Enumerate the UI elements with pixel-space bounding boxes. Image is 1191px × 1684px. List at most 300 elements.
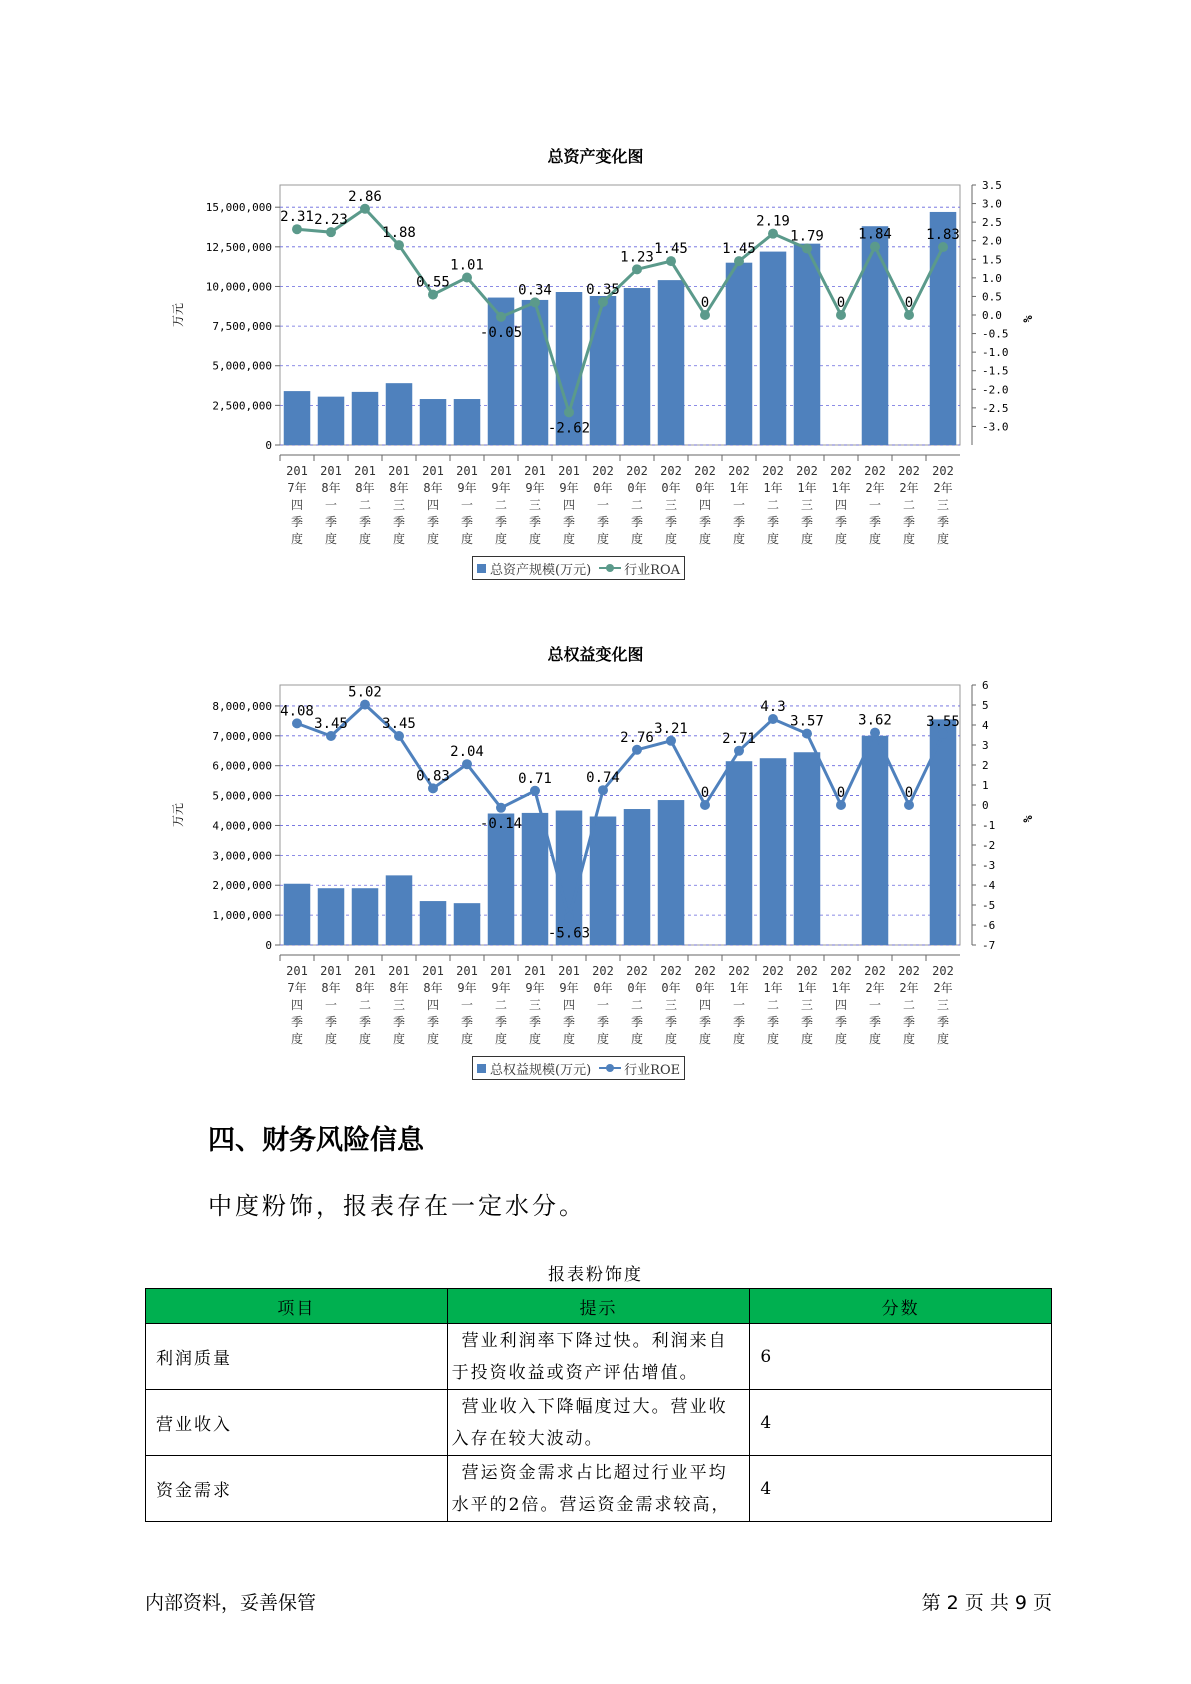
series-point — [564, 913, 574, 923]
chart-title-total-equity: 总权益变化图 — [547, 645, 644, 664]
category-label: 2年 — [865, 481, 885, 495]
data-label: 0.83 — [416, 768, 450, 785]
category-label: 度 — [902, 1032, 916, 1046]
category-label: 201 — [388, 964, 410, 978]
category-label: 度 — [426, 532, 440, 546]
data-label: 1.45 — [654, 241, 688, 258]
category-label: 9年 — [457, 481, 477, 495]
category-label: 2年 — [933, 981, 953, 995]
row-hint — [447, 1324, 750, 1390]
category-label: 度 — [324, 1032, 338, 1046]
category-label: 9年 — [525, 481, 545, 495]
category-label: 201 — [354, 964, 376, 978]
category-label: 202 — [626, 964, 648, 978]
category-label: 202 — [592, 464, 614, 478]
category-label: 季 — [936, 1015, 950, 1029]
category-label: 四 — [290, 498, 304, 512]
category-label: 202 — [796, 464, 818, 478]
series-point — [496, 312, 506, 322]
right-tick-label: 2 — [982, 759, 989, 772]
category-label: 季 — [698, 515, 712, 529]
right-tick-label: 0.0 — [982, 309, 1002, 322]
series-point — [564, 407, 574, 417]
series-point — [666, 256, 676, 266]
category-label: 201 — [524, 464, 546, 478]
data-label: -0.14 — [479, 815, 523, 832]
category-label: 2年 — [865, 981, 885, 995]
category-label: 度 — [358, 1032, 372, 1046]
data-label: 1.84 — [858, 226, 892, 243]
row-score: 4 — [750, 1456, 1052, 1522]
category-label: 四 — [698, 498, 712, 512]
data-label: 1.01 — [450, 257, 484, 274]
row-hint-line2: 水平的2倍。营运资金需求较高， — [451, 1494, 731, 1515]
category-label: 201 — [388, 464, 410, 478]
category-label: 三 — [936, 998, 950, 1012]
category-label: 度 — [460, 1032, 474, 1046]
right-tick-label: 2.5 — [982, 216, 1002, 230]
category-label: 8年 — [423, 481, 443, 495]
category-label: 8年 — [389, 981, 409, 995]
left-tick-label: 7,000,000 — [212, 729, 272, 743]
series-point — [836, 310, 846, 320]
category-label: 一 — [596, 998, 610, 1012]
category-label: 二 — [494, 498, 508, 512]
legend-total-equity — [472, 1056, 685, 1080]
series-point — [938, 242, 948, 252]
category-label: 202 — [898, 464, 920, 478]
left-tick-label: 4,000,000 — [212, 819, 272, 833]
right-tick-label: -2.0 — [982, 383, 1009, 397]
category-label: 202 — [694, 464, 716, 478]
category-label: 202 — [694, 964, 716, 978]
category-label: 9年 — [559, 481, 579, 495]
right-tick-label: 5 — [982, 699, 989, 712]
data-label: 0.34 — [518, 282, 552, 299]
category-label: 二 — [630, 498, 644, 512]
left-tick-label: 3,000,000 — [212, 849, 272, 863]
legend-bar-swatch — [477, 564, 486, 573]
category-label: 0年 — [695, 981, 715, 995]
series-point — [938, 729, 948, 739]
category-label: 度 — [766, 532, 780, 546]
category-label: 度 — [936, 1032, 950, 1046]
series-point — [632, 745, 642, 755]
category-label: 三 — [392, 498, 406, 512]
row-hint-line2: 入存在较大波动。 — [451, 1428, 604, 1449]
category-label: 7年 — [287, 481, 307, 495]
data-label: 2.71 — [722, 730, 756, 747]
category-label: 度 — [834, 1032, 848, 1046]
category-label: 度 — [664, 532, 678, 546]
right-tick-label: -1 — [982, 819, 996, 832]
category-label: 202 — [898, 964, 920, 978]
left-tick-label: 5,000,000 — [212, 359, 272, 373]
category-label: 季 — [630, 1015, 644, 1029]
category-label: 度 — [358, 532, 372, 546]
bar — [658, 800, 685, 945]
category-label: 202 — [830, 964, 852, 978]
bar — [522, 300, 549, 445]
row-item: 资金需求 — [146, 1456, 448, 1522]
bar — [420, 901, 447, 945]
bar — [760, 758, 787, 945]
category-label: 0年 — [695, 481, 715, 495]
bar — [862, 226, 889, 445]
data-label: 2.76 — [620, 729, 654, 746]
category-label: 度 — [732, 532, 746, 546]
category-label: 0年 — [661, 981, 681, 995]
category-label: 二 — [902, 498, 916, 512]
data-label: 3.21 — [654, 720, 688, 737]
left-tick-label: 12,500,000 — [205, 240, 272, 254]
category-label: 一 — [732, 998, 746, 1012]
category-label: 201 — [558, 464, 580, 478]
risk-summary: 中度粉饰，报表存在一定水分。 — [208, 1192, 586, 1220]
right-tick-label: -5 — [982, 899, 996, 912]
chart-title-total-assets: 总资产变化图 — [547, 147, 644, 166]
category-label: 四 — [426, 998, 440, 1012]
right-tick-label: -4 — [982, 879, 996, 892]
category-label: 201 — [320, 964, 342, 978]
category-label: 201 — [490, 464, 512, 478]
series-point — [768, 714, 778, 724]
bar — [862, 736, 889, 945]
category-label: 季 — [800, 515, 814, 529]
legend-total-assets — [472, 556, 685, 580]
category-label: 8年 — [355, 981, 375, 995]
row-hint-line2: 于投资收益或资产评估增值。 — [451, 1362, 699, 1383]
category-label: 季 — [528, 1015, 542, 1029]
category-label: 202 — [728, 964, 750, 978]
data-label: 0 — [700, 785, 710, 801]
category-label: 四 — [562, 998, 576, 1012]
category-label: 度 — [800, 1032, 814, 1046]
data-label: 0 — [836, 785, 846, 801]
legend-bar-label: 总资产规模(万元) — [490, 562, 592, 578]
series-point — [360, 204, 370, 214]
legend-bar-swatch — [477, 1064, 486, 1073]
right-tick-label: -2 — [982, 839, 996, 852]
category-label: 1年 — [797, 981, 817, 995]
category-label: 三 — [936, 498, 950, 512]
bar — [726, 761, 753, 945]
right-axis-unit: % — [1021, 815, 1035, 823]
bar — [352, 888, 379, 945]
category-label: 7年 — [287, 981, 307, 995]
category-label: 一 — [460, 498, 474, 512]
category-label: 季 — [494, 515, 508, 529]
bar — [284, 391, 311, 445]
footer-page-number: 第 2 页 共 9 页 — [921, 1592, 1052, 1614]
category-label: 四 — [562, 498, 576, 512]
category-label: 202 — [762, 464, 784, 478]
category-label: 度 — [868, 1032, 882, 1046]
bar — [420, 399, 447, 445]
category-label: 201 — [524, 964, 546, 978]
category-label: 季 — [800, 1015, 814, 1029]
bar — [352, 392, 379, 445]
category-label: 度 — [732, 1032, 746, 1046]
bar — [522, 813, 549, 945]
category-label: 8年 — [389, 481, 409, 495]
category-label: 季 — [664, 515, 678, 529]
data-label: 5.02 — [348, 684, 382, 701]
category-label: 度 — [630, 532, 644, 546]
category-label: 度 — [562, 532, 576, 546]
category-label: 季 — [732, 515, 746, 529]
row-item: 利润质量 — [146, 1324, 448, 1390]
series-point — [870, 242, 880, 252]
series-point — [734, 256, 744, 266]
bar — [726, 263, 753, 445]
category-label: 度 — [766, 1032, 780, 1046]
category-label: 度 — [868, 532, 882, 546]
data-label: 0.55 — [416, 274, 450, 291]
data-label: 1.23 — [620, 249, 654, 266]
table-header-row — [146, 1289, 1052, 1324]
category-label: 1年 — [729, 981, 749, 995]
category-label: 季 — [868, 1015, 882, 1029]
data-label: 2.23 — [314, 212, 348, 229]
series-point — [530, 297, 540, 307]
category-label: 度 — [324, 532, 338, 546]
category-label: 四 — [834, 998, 848, 1012]
bar — [284, 884, 311, 945]
series-point — [598, 297, 608, 307]
data-label: 0.35 — [586, 282, 620, 298]
category-label: 度 — [426, 1032, 440, 1046]
category-label: 度 — [630, 1032, 644, 1046]
category-label: 季 — [732, 1015, 746, 1029]
category-label: 一 — [732, 498, 746, 512]
category-label: 季 — [426, 515, 440, 529]
right-tick-label: 6 — [982, 679, 989, 692]
data-label: -2.62 — [547, 420, 591, 437]
category-label: 二 — [358, 998, 372, 1012]
series-point — [394, 731, 404, 741]
series-point — [326, 731, 336, 741]
category-label: 201 — [354, 464, 376, 478]
category-label: 201 — [422, 964, 444, 978]
bar — [794, 244, 821, 445]
category-label: 季 — [358, 1015, 372, 1029]
right-tick-label: 3.5 — [982, 179, 1002, 192]
left-tick-label: 6,000,000 — [212, 759, 272, 773]
series-point — [462, 759, 472, 769]
series-point — [904, 800, 914, 810]
category-label: 度 — [392, 532, 406, 546]
data-label: 2.04 — [450, 744, 484, 761]
left-tick-label: 0 — [265, 939, 272, 952]
series-point — [394, 240, 404, 250]
legend-line-swatch — [599, 1063, 621, 1073]
category-label: 202 — [660, 464, 682, 478]
right-tick-label: 2.0 — [982, 234, 1002, 248]
legend-line-label: 行业ROA — [624, 562, 680, 578]
category-label: 8年 — [423, 981, 443, 995]
category-label: 度 — [596, 1032, 610, 1046]
series-point — [428, 783, 438, 793]
category-label: 季 — [290, 1015, 304, 1029]
category-label: 1年 — [763, 481, 783, 495]
series-point — [326, 227, 336, 237]
category-label: 9年 — [559, 981, 579, 995]
row-score: 6 — [750, 1324, 1052, 1390]
table-row — [146, 1456, 1052, 1522]
category-label: 季 — [834, 515, 848, 529]
data-label: 0 — [904, 295, 914, 311]
category-label: 四 — [426, 498, 440, 512]
category-label: 度 — [392, 1032, 406, 1046]
data-label: 4.08 — [280, 703, 314, 720]
category-label: 二 — [902, 998, 916, 1012]
row-hint-line1: 营运资金需求占比超过行业平均 — [461, 1462, 728, 1483]
category-label: 9年 — [525, 981, 545, 995]
row-hint — [447, 1390, 750, 1456]
data-label: 3.55 — [926, 714, 960, 730]
right-tick-label: 1.0 — [982, 271, 1002, 285]
left-axis-unit: 万元 — [171, 302, 185, 328]
right-tick-label: 3.0 — [982, 197, 1002, 211]
category-label: 季 — [494, 1015, 508, 1029]
category-label: 季 — [460, 515, 474, 529]
bar — [454, 903, 481, 945]
category-label: 季 — [392, 515, 406, 529]
data-label: 2.86 — [348, 188, 382, 205]
data-label: 3.45 — [382, 716, 416, 732]
category-label: 一 — [324, 498, 338, 512]
category-label: 2年 — [899, 481, 919, 495]
bar — [624, 809, 651, 945]
legend-bar-label: 总权益规模(万元) — [490, 1062, 592, 1078]
category-label: 1年 — [831, 481, 851, 495]
chart-total-equity — [170, 675, 1035, 1055]
data-label: 0 — [700, 295, 710, 311]
series-point — [802, 244, 812, 254]
category-label: 度 — [290, 1032, 304, 1046]
header-score: 分数 — [750, 1289, 1052, 1324]
bar — [760, 252, 787, 445]
category-label: 度 — [528, 532, 542, 546]
category-label: 8年 — [321, 481, 341, 495]
category-label: 季 — [766, 1015, 780, 1029]
row-hint-line1: 营业收入下降幅度过大。营业收 — [461, 1396, 728, 1417]
category-label: 201 — [320, 464, 342, 478]
category-label: 8年 — [321, 981, 341, 995]
category-label: 202 — [864, 964, 886, 978]
left-tick-label: 5,000,000 — [212, 789, 272, 803]
data-label: 1.88 — [382, 225, 416, 242]
series-point — [802, 729, 812, 739]
legend-line-label: 行业ROE — [624, 1062, 681, 1078]
category-label: 201 — [490, 964, 512, 978]
series-point — [904, 310, 914, 320]
category-label: 度 — [664, 1032, 678, 1046]
category-label: 季 — [562, 515, 576, 529]
bar — [488, 814, 515, 945]
series-point — [836, 800, 846, 810]
left-tick-label: 0 — [265, 439, 272, 452]
category-label: 三 — [528, 498, 542, 512]
data-label: -0.05 — [479, 324, 523, 341]
category-label: 201 — [558, 964, 580, 978]
category-label: 2年 — [933, 481, 953, 495]
legend-line-swatch — [599, 563, 621, 573]
left-tick-label: 7,500,000 — [212, 320, 272, 334]
right-tick-label: -2.5 — [982, 401, 1009, 415]
series-point — [292, 224, 302, 234]
category-label: 季 — [902, 1015, 916, 1029]
row-hint-line1: 营业利润率下降过快。利润来自 — [461, 1330, 728, 1351]
category-label: 四 — [834, 498, 848, 512]
right-tick-label: 4 — [982, 719, 989, 732]
category-label: 二 — [766, 498, 780, 512]
series-point — [666, 736, 676, 746]
category-label: 三 — [664, 498, 678, 512]
category-label: 1年 — [831, 981, 851, 995]
category-label: 度 — [902, 532, 916, 546]
category-label: 季 — [460, 1015, 474, 1029]
category-label: 9年 — [491, 481, 511, 495]
series-point — [700, 310, 710, 320]
series-point — [870, 728, 880, 738]
left-tick-label: 2,000,000 — [212, 879, 272, 893]
category-label: 季 — [528, 515, 542, 529]
data-label: 0.74 — [586, 770, 620, 787]
right-tick-label: 0.5 — [982, 290, 1002, 304]
category-label: 度 — [834, 532, 848, 546]
category-label: 201 — [456, 464, 478, 478]
category-label: 8年 — [355, 481, 375, 495]
category-label: 三 — [800, 998, 814, 1012]
category-label: 季 — [902, 515, 916, 529]
category-label: 201 — [286, 464, 308, 478]
category-label: 1年 — [763, 981, 783, 995]
row-item: 营业收入 — [146, 1390, 448, 1456]
series-point — [530, 786, 540, 796]
category-label: 201 — [422, 464, 444, 478]
right-tick-label: 0 — [982, 799, 989, 812]
data-label: 0.71 — [518, 770, 552, 787]
category-label: 季 — [596, 515, 610, 529]
data-label: 0 — [836, 295, 846, 311]
right-tick-label: 3 — [982, 739, 989, 752]
category-label: 二 — [494, 998, 508, 1012]
category-label: 202 — [728, 464, 750, 478]
category-label: 202 — [932, 964, 954, 978]
data-label: 2.31 — [280, 209, 314, 226]
bar — [318, 397, 345, 445]
category-label: 0年 — [593, 481, 613, 495]
row-score: 4 — [750, 1390, 1052, 1456]
category-label: 201 — [286, 964, 308, 978]
data-label: 3.45 — [314, 716, 348, 732]
data-label: 0 — [904, 785, 914, 801]
table-row — [146, 1390, 1052, 1456]
category-label: 度 — [494, 1032, 508, 1046]
right-tick-label: 1 — [982, 779, 989, 792]
category-label: 202 — [932, 464, 954, 478]
category-label: 季 — [358, 515, 372, 529]
category-label: 季 — [936, 515, 950, 529]
category-label: 季 — [868, 515, 882, 529]
category-label: 一 — [324, 998, 338, 1012]
series-point — [632, 264, 642, 274]
category-label: 1年 — [729, 481, 749, 495]
category-label: 季 — [698, 1015, 712, 1029]
right-tick-label: -6 — [982, 919, 996, 932]
